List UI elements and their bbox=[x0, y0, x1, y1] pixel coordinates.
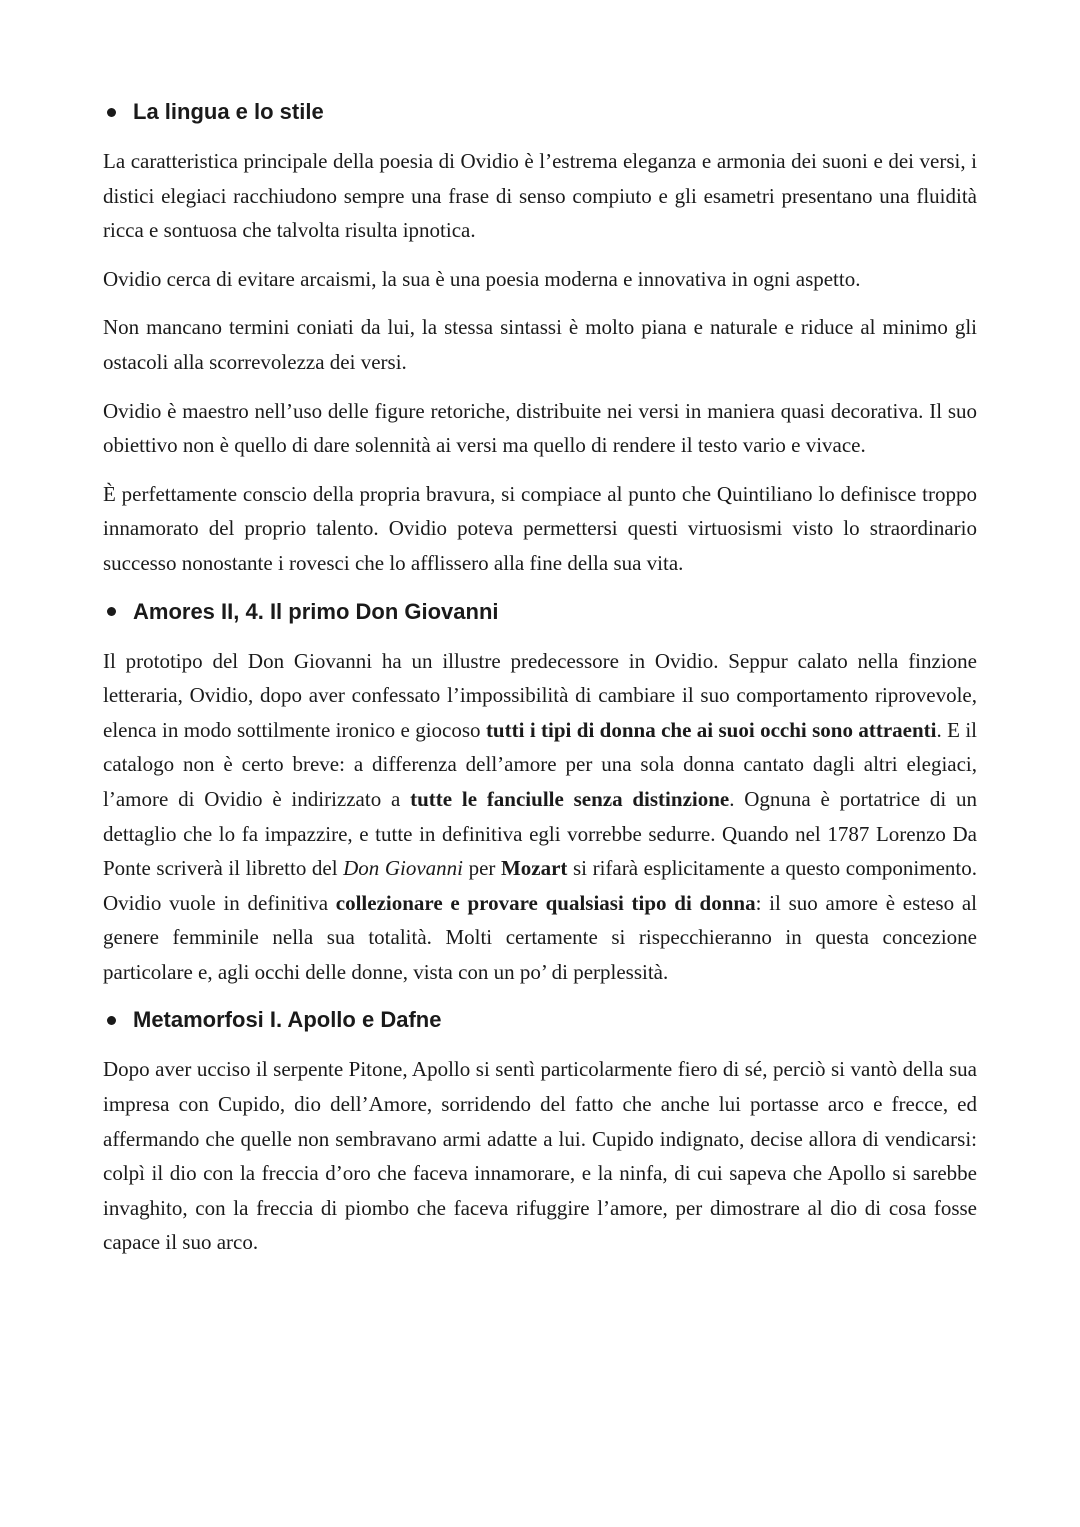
bold-text-run: tutte le fanciulle senza distinzione bbox=[410, 786, 730, 811]
italic-text-run: Don Giovanni bbox=[343, 856, 464, 881]
text-run: : il suo amore è esteso al genere femminile nella sua totalità. Molti certamente si rispecchieranno in questa concezione particolare e, agli occhi delle donne, vista con un po’ di perplessità. bbox=[103, 890, 977, 984]
heading-text: La lingua e lo stile bbox=[133, 99, 324, 124]
paragraph bbox=[103, 144, 977, 248]
paragraph bbox=[103, 262, 977, 297]
section-heading bbox=[103, 1003, 977, 1037]
section-heading bbox=[103, 95, 977, 129]
text-run: Non mancano termini coniati da lui, la stessa sintassi è molto piana e naturale e riduce al minimo gli ostacoli alla scorrevolezza dei versi. bbox=[103, 315, 977, 374]
bullet-icon bbox=[107, 1016, 116, 1025]
section-metamorfosi bbox=[103, 1003, 977, 1260]
paragraph bbox=[103, 644, 977, 990]
bullet-icon bbox=[107, 607, 116, 616]
text-run: Il prototipo del Don Giovanni ha un illustre predecessore in Ovidio. Seppur calato nella finzione letteraria, Ovidio, dopo aver confessato l’impossibilità di cambiare il suo comportamento riprovevole, elenca in modo sottilmente ironico e giocoso bbox=[103, 648, 977, 742]
document-page bbox=[103, 95, 977, 1274]
text-run: Ovidio è maestro nell’uso delle figure retoriche, distribuite nei versi in maniera quasi decorativa. Il suo obiettivo non è quello di dare solennità ai versi ma quello di rendere il testo vario e vivace. bbox=[103, 398, 977, 458]
paragraph bbox=[103, 477, 977, 581]
heading-text: Metamorfosi I. Apollo e Dafne bbox=[133, 1007, 442, 1033]
paragraph bbox=[103, 1052, 977, 1260]
text-run: È perfettamente conscio della propria bravura, si compiace al punto che Quintiliano lo definisce troppo innamorato del proprio talento. Ovidio poteva permettersi questi virtuosismi visto lo straordinario successo nonostante i rovesci che lo afflissero alla fine della sua vita. bbox=[103, 481, 977, 575]
text-run: Dopo aver ucciso il serpente Pitone, Apollo si sentì particolarmente fiero di sé, perciò si vantò della sua impresa con Cupido, dio dell’Amore, sorridendo del fatto che anche lui portasse arco e frecce, ed affermando che quelle non sembravano armi adatte a lui. Cupido indignato, decise allora di vendicarsi: colpì il dio con la freccia d’oro che faceva innamorare, e la ninfa, di cui sapeva che Apollo si sarebbe invaghito, con la freccia di piombo che faceva rifuggire l’amore, per dimostrare al dio di cosa fosse capace il suo arco. bbox=[103, 1057, 977, 1255]
text-run: Ovidio cerca di evitare arcaismi, la sua è una poesia moderna e innovativa in ogni aspetto. bbox=[103, 266, 861, 291]
text-run: si rifarà esplicitamente a questo componimento. Ovidio vuole in definitiva bbox=[103, 856, 977, 915]
heading-text: Amores II, 4. Il primo Don Giovanni bbox=[133, 598, 499, 624]
bullet-icon bbox=[107, 108, 116, 117]
bold-text-run: collezionare e provare qualsiasi tipo di donna bbox=[335, 890, 756, 915]
section-lingua-stile bbox=[103, 95, 977, 581]
text-run: per bbox=[463, 856, 501, 881]
section-amores bbox=[103, 595, 977, 990]
bold-text-run: Mozart bbox=[500, 856, 568, 881]
bold-text-run: tutti i tipi di donna che ai suoi occhi sono attraenti bbox=[485, 717, 937, 742]
text-run: . Ognuna è portatrice di un dettaglio che lo fa impazzire, e tutte in definitiva egli vorrebbe sedurre. Quando nel 1787 Lorenzo Da Ponte scriverà il libretto del bbox=[103, 786, 978, 881]
text-run: La caratteristica principale della poesia di Ovidio è l’estrema eleganza e armonia dei suoni e dei versi, i distici elegiaci racchiudono sempre una frase di senso compiuto e gli esametri presentano una fluidità ricca e sontuosa che talvolta risulta ipnotica. bbox=[103, 149, 977, 243]
text-run: . E il catalogo non è certo breve: a differenza dell’amore per una sola donna cantato dagli altri elegiaci, l’amore di Ovidio è indirizzato a bbox=[103, 717, 977, 811]
paragraph bbox=[103, 394, 977, 463]
paragraph bbox=[103, 310, 977, 379]
section-heading bbox=[103, 595, 977, 629]
